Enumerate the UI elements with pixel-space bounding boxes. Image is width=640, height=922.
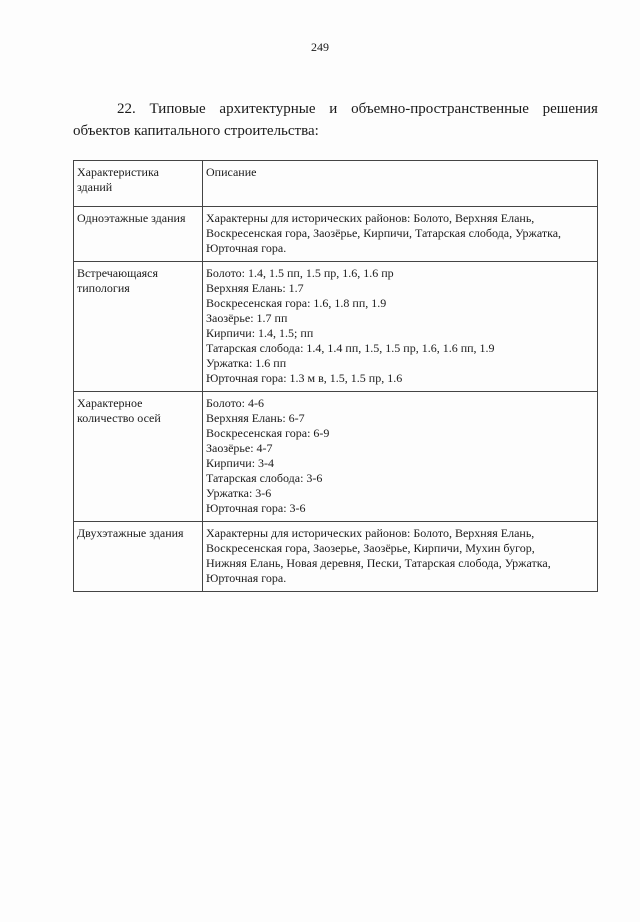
table-row [74, 262, 598, 392]
table-row [74, 207, 598, 262]
cell-text-line: Характерны для исторических районов: Болото, Верхняя Елань, [206, 211, 535, 225]
table-row [74, 392, 598, 522]
cell-text-line: Двухэтажные здания [77, 526, 184, 540]
cell-text-line: Воскресенская гора, Заозёрье, Кирпичи, Татарская слобода, Уржатка, [206, 226, 562, 240]
cell-text-line: Воскресенская гора, Заозерье, Заозёрье, Кирпичи, Мухин бугор, [206, 541, 535, 555]
cell-text-line: Характеристика [77, 165, 159, 179]
heading-word: архитектурные [219, 101, 316, 117]
table-header-row [74, 161, 598, 207]
cell-text-line: Болото: 4-6 [206, 396, 264, 410]
cell-text-line: Встречающаяся [77, 266, 159, 280]
heading-word: Типовые [149, 101, 206, 117]
cell-text-line: Нижняя Елань, Новая деревня, Пески, Татарская слобода, Уржатка, [206, 556, 551, 570]
characteristic-cell [74, 262, 203, 392]
heading-word: объемно-пространственные [351, 101, 529, 117]
table-row [74, 522, 598, 592]
cell-text-line: Болото: 1.4, 1.5 пп, 1.5 пр, 1.6, 1.6 пр [206, 266, 394, 280]
cell-text-line: Юрточная гора. [206, 571, 287, 585]
table-body [74, 161, 598, 592]
cell-text-line: Характерное [77, 396, 143, 410]
heading-first-line [73, 98, 598, 120]
cell-text-line: Одноэтажные здания [77, 211, 186, 225]
section-heading [73, 98, 598, 142]
typology-table [73, 160, 598, 592]
cell-text-line: Уржатка: 3-6 [206, 486, 272, 500]
cell-text-line: Воскресенская гора: 1.6, 1.8 пп, 1.9 [206, 296, 387, 310]
cell-text-line: зданий [77, 180, 113, 194]
cell-text-line: Кирпичи: 1.4, 1.5; пп [206, 326, 314, 340]
header-cell-characteristic [74, 161, 203, 207]
description-cell [203, 207, 598, 262]
description-cell [203, 392, 598, 522]
cell-text-line: Верхняя Елань: 1.7 [206, 281, 304, 295]
heading-word: и [329, 101, 338, 117]
cell-text-line: Верхняя Елань: 6-7 [206, 411, 305, 425]
description-cell [203, 262, 598, 392]
heading-number: 22. [117, 101, 136, 117]
page-number: 249 [311, 40, 329, 54]
cell-text-line: Юрточная гора. [206, 241, 287, 255]
cell-text-line: Юрточная гора: 3-6 [206, 501, 306, 515]
header-cell-description [203, 161, 598, 207]
cell-text-line: Уржатка: 1.6 пп [206, 356, 287, 370]
characteristic-cell [74, 522, 203, 592]
cell-text-line: Заозёрье: 4-7 [206, 441, 273, 455]
cell-text-line: Кирпичи: 3-4 [206, 456, 275, 470]
cell-text-line: Юрточная гора: 1.3 м в, 1.5, 1.5 пр, 1.6 [206, 371, 403, 385]
cell-text-line: Воскресенская гора: 6-9 [206, 426, 330, 440]
characteristic-cell [74, 392, 203, 522]
characteristic-cell [74, 207, 203, 262]
heading-second-line: объектов капитального строительства: [73, 123, 319, 139]
cell-text-line: Заозёрье: 1.7 пп [206, 311, 288, 325]
cell-text-line: Татарская слобода: 1.4, 1.4 пп, 1.5, 1.5 пр, 1.6, 1.6 пп, 1.9 [206, 341, 495, 355]
cell-text-line: Описание [206, 165, 257, 179]
cell-text-line: Татарская слобода: 3-6 [206, 471, 323, 485]
cell-text-line: типология [77, 281, 130, 295]
heading-word: решения [542, 101, 598, 117]
description-cell [203, 522, 598, 592]
cell-text-line: количество осей [77, 411, 161, 425]
cell-text-line: Характерны для исторических районов: Болото, Верхняя Елань, [206, 526, 535, 540]
